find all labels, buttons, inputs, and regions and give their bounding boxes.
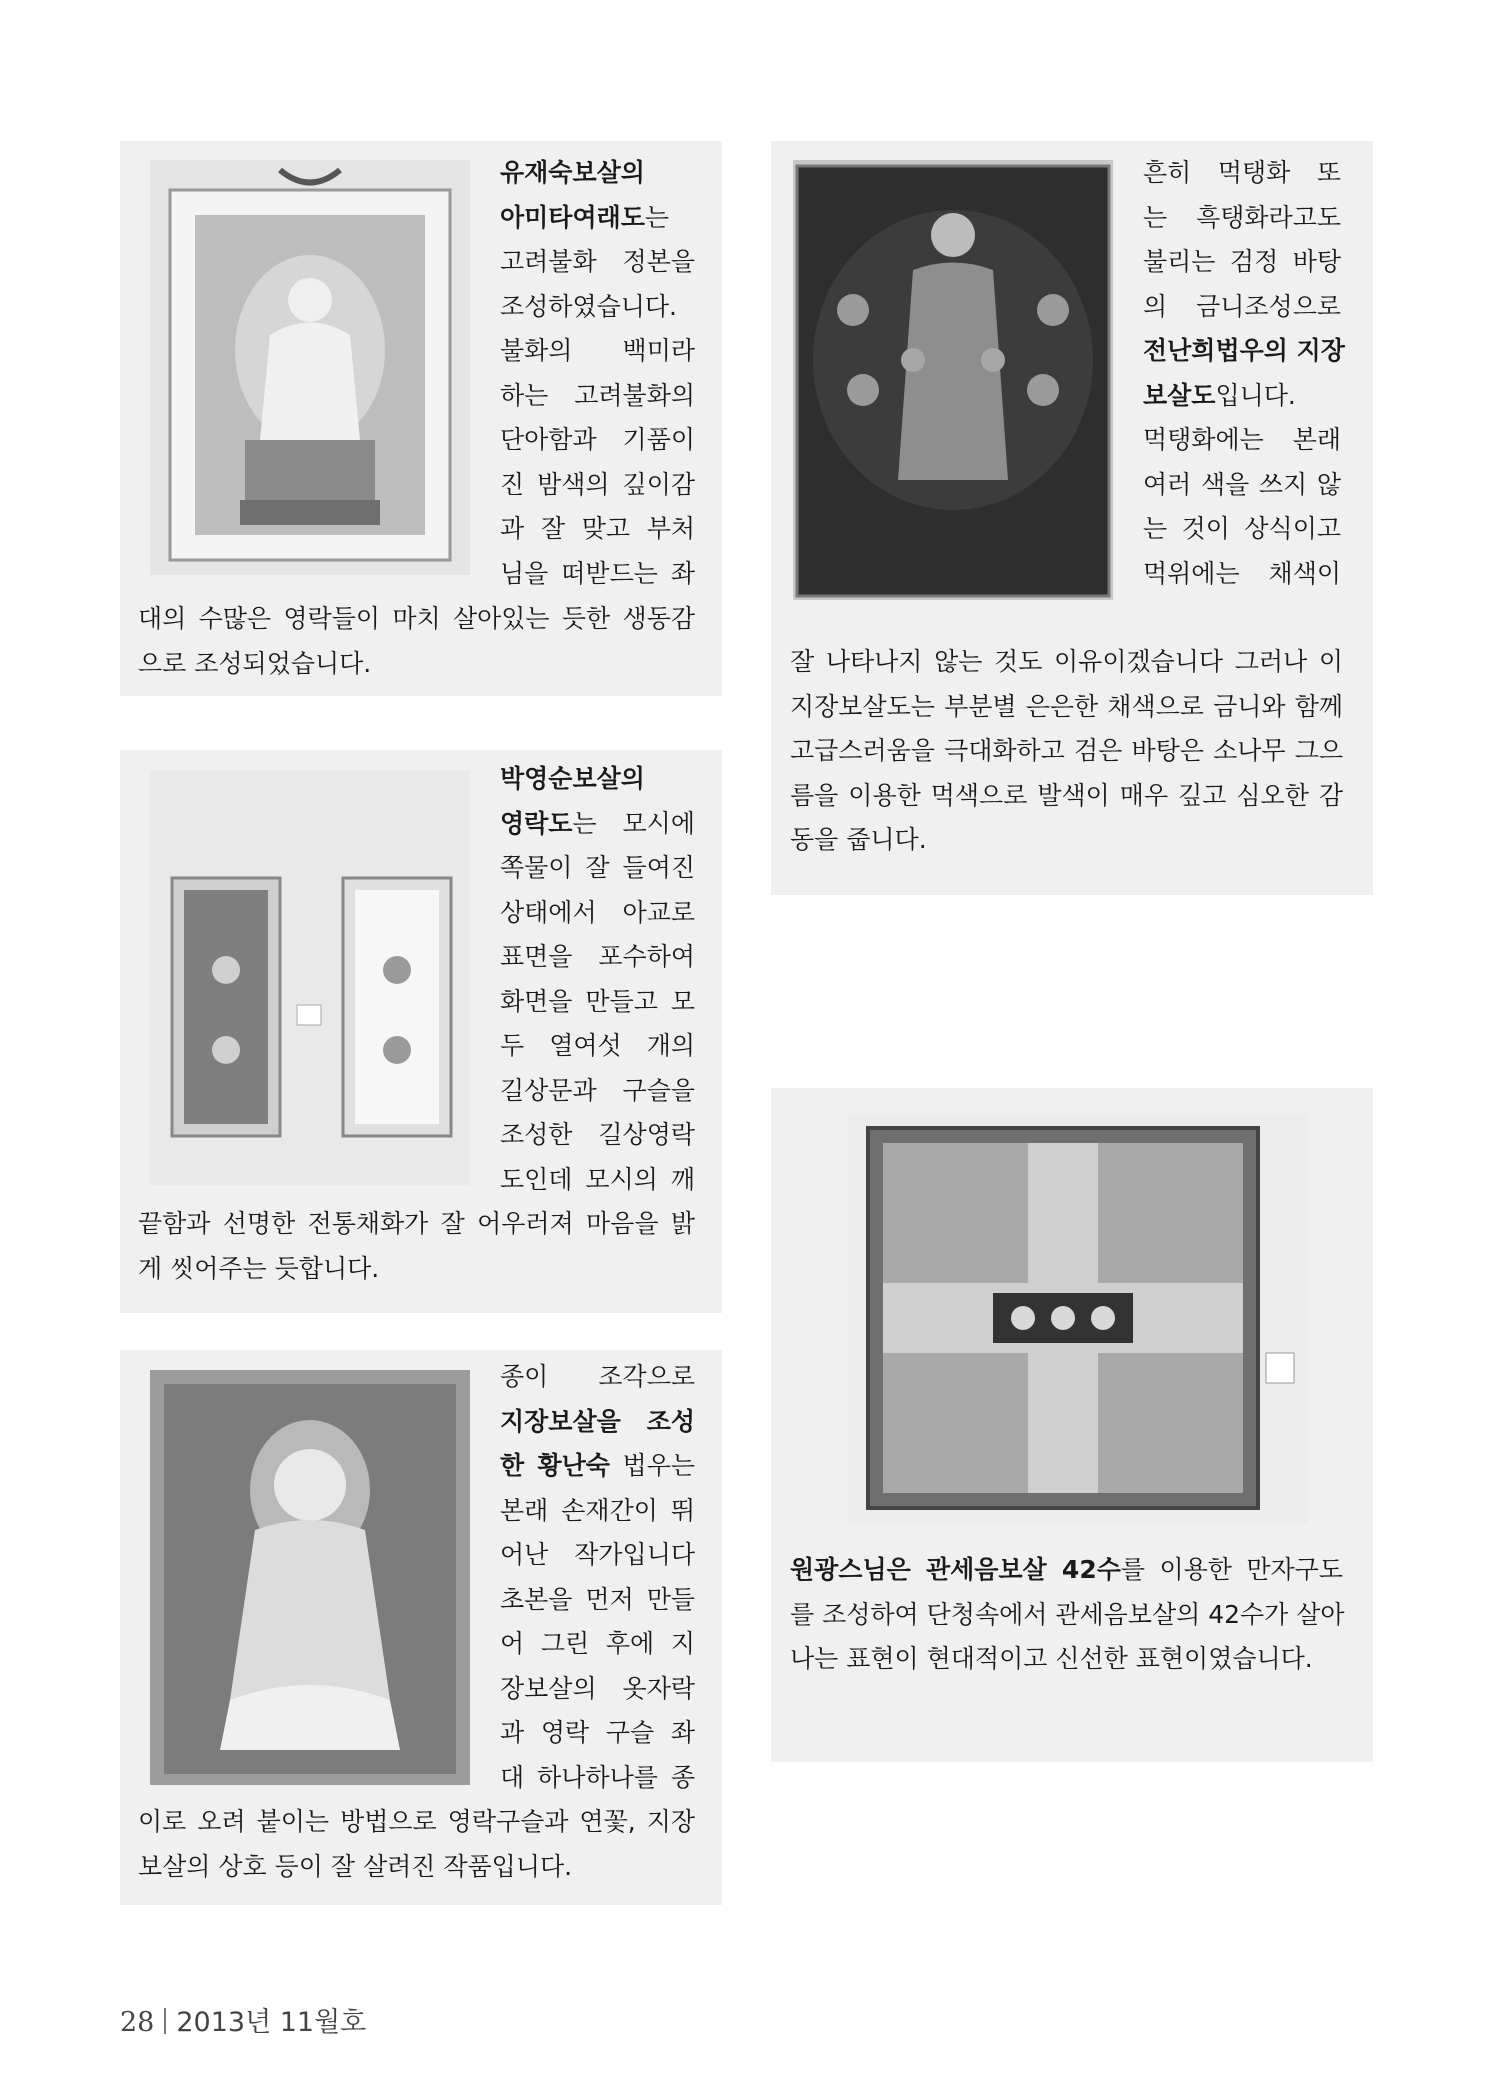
- black-full-line: 동을 줍니다.: [790, 825, 927, 854]
- park-line: 쪽물이 잘 들여진: [500, 853, 695, 882]
- park-line: 길상문과 구슬을: [500, 1075, 695, 1105]
- paper-jijang-image: [150, 1370, 470, 1785]
- amitabha-image: [150, 160, 470, 575]
- yu-full-line: 으로 조성되었습니다.: [138, 648, 372, 678]
- black-jijang-image: [793, 160, 1113, 600]
- yu-line: 불화의 백미라: [500, 336, 695, 365]
- black-line: 보살도입니다.: [1143, 380, 1296, 410]
- yu-line: 님을 떠받드는 좌: [500, 558, 695, 588]
- article-paper-wrap: [500, 1355, 695, 1800]
- article-yu-full: [138, 597, 695, 686]
- yu-line: 유재숙보살의: [500, 158, 645, 187]
- gwanseeum-image: [848, 1113, 1308, 1523]
- article-park-full: [138, 1202, 695, 1291]
- black-line: 는 것이 상식이고: [1143, 514, 1341, 543]
- yu-full-line: 대의 수많은 영락들이 마치 살아있는 듯한 생동감: [138, 604, 695, 633]
- black-full-line: 고급스러움을 극대화하고 검은 바탕은 소나무 그으: [790, 736, 1343, 765]
- black-line: 불리는 검정 바탕: [1143, 247, 1341, 276]
- black-full-line: 지장보살도는 부분별 은은한 채색으로 금니와 함께: [790, 691, 1343, 721]
- paper-line: 초본을 먼저 만들: [500, 1584, 695, 1614]
- park-line: 도인데 모시의 깨: [500, 1164, 695, 1194]
- paper-line: 장보살의 옷자락: [500, 1673, 695, 1703]
- article-black-wrap: [1143, 151, 1345, 596]
- paper-full-line: 보살의 상호 등이 잘 살려진 작품입니다.: [138, 1851, 573, 1881]
- paper-line: 한 황난숙 법우는: [500, 1451, 695, 1480]
- photo-paper-jijang: [150, 1370, 470, 1785]
- black-full-line: 름을 이용한 먹색으로 발색이 매우 깊고 심오한 감: [790, 780, 1343, 810]
- photo-gwanseeum-42: [848, 1113, 1308, 1523]
- won-line: 원광스님은 관세음보살 42수를 이용한 만자구도: [790, 1555, 1343, 1584]
- paper-line: 대 하나하나를 종: [500, 1762, 695, 1792]
- paper-full-line: 이로 오려 붙이는 방법으로 영락구슬과 연꽃, 지장: [138, 1807, 695, 1836]
- paper-line: 종이 조각으로: [500, 1362, 695, 1391]
- paper-line: 지장보살을 조성: [500, 1406, 695, 1436]
- photo-amitabha-painting: [150, 160, 470, 575]
- paper-line: 과 영락 구슬 좌: [500, 1718, 695, 1747]
- yeongrak-image: [150, 770, 470, 1185]
- page-number: 28: [120, 2007, 155, 2038]
- won-full-line: 를 조성하여 단청속에서 관세음보살의 42수가 살아: [790, 1599, 1345, 1629]
- park-line: 두 열여섯 개의: [500, 1031, 695, 1060]
- issue-label: 2013년 11월호: [176, 2007, 367, 2038]
- article-won-full: [790, 1548, 1343, 1682]
- photo-yeongrak-paintings: [150, 770, 470, 1185]
- yu-line: 아미타여래도는: [500, 202, 670, 232]
- yu-line: 진 밤색의 깊이감: [500, 469, 695, 499]
- yu-line: 하는 고려불화의: [500, 380, 695, 410]
- black-line: 는 흑탱화라고도: [1143, 202, 1341, 232]
- yu-line: 고려불화 정본을: [500, 247, 695, 276]
- park-full-line: 게 씻어주는 듯합니다.: [138, 1253, 380, 1283]
- photo-black-jijang: [793, 160, 1113, 600]
- article-park-wrap: [500, 757, 695, 1202]
- paper-line: 어 그린 후에 지: [500, 1629, 695, 1658]
- park-line: 표면을 포수하여: [500, 942, 695, 971]
- park-full-line: 끝함과 선명한 전통채화가 잘 어우러져 마음을 밝: [138, 1209, 695, 1238]
- yu-line: 조성하였습니다.: [500, 291, 677, 321]
- footer-divider: [164, 2008, 166, 2034]
- paper-line: 어난 작가입니다: [500, 1540, 695, 1569]
- park-line: 상태에서 아교로: [500, 897, 695, 927]
- yu-line: 과 잘 맞고 부처: [500, 514, 695, 543]
- yu-line: 단아함과 기품이: [500, 425, 695, 454]
- park-line: 조성한 길상영락: [500, 1120, 695, 1149]
- park-line: 영락도는 모시에: [500, 808, 695, 838]
- article-yu-wrap: [500, 151, 695, 596]
- park-line: 화면을 만들고 모: [500, 986, 695, 1016]
- page-footer: [120, 2000, 366, 2039]
- park-line: 박영순보살의: [500, 764, 645, 793]
- paper-line: 본래 손재간이 뛰: [500, 1495, 695, 1525]
- black-line: 전난희법우의 지장: [1143, 336, 1345, 365]
- black-full-line: 잘 나타나지 않는 것도 이유이겠습니다 그러나 이: [790, 647, 1343, 676]
- article-paper-full: [138, 1800, 695, 1889]
- black-line: 여러 색을 쓰지 않: [1143, 469, 1341, 499]
- article-black-full: [790, 640, 1343, 863]
- won-full-line: 나는 표현이 현대적이고 신선한 표현이였습니다.: [790, 1644, 1313, 1673]
- black-line: 의 금니조성으로: [1143, 291, 1341, 321]
- black-line: 먹탱화에는 본래: [1143, 425, 1341, 454]
- black-line: 흔히 먹탱화 또: [1143, 158, 1341, 187]
- black-line: 먹위에는 채색이: [1143, 558, 1341, 588]
